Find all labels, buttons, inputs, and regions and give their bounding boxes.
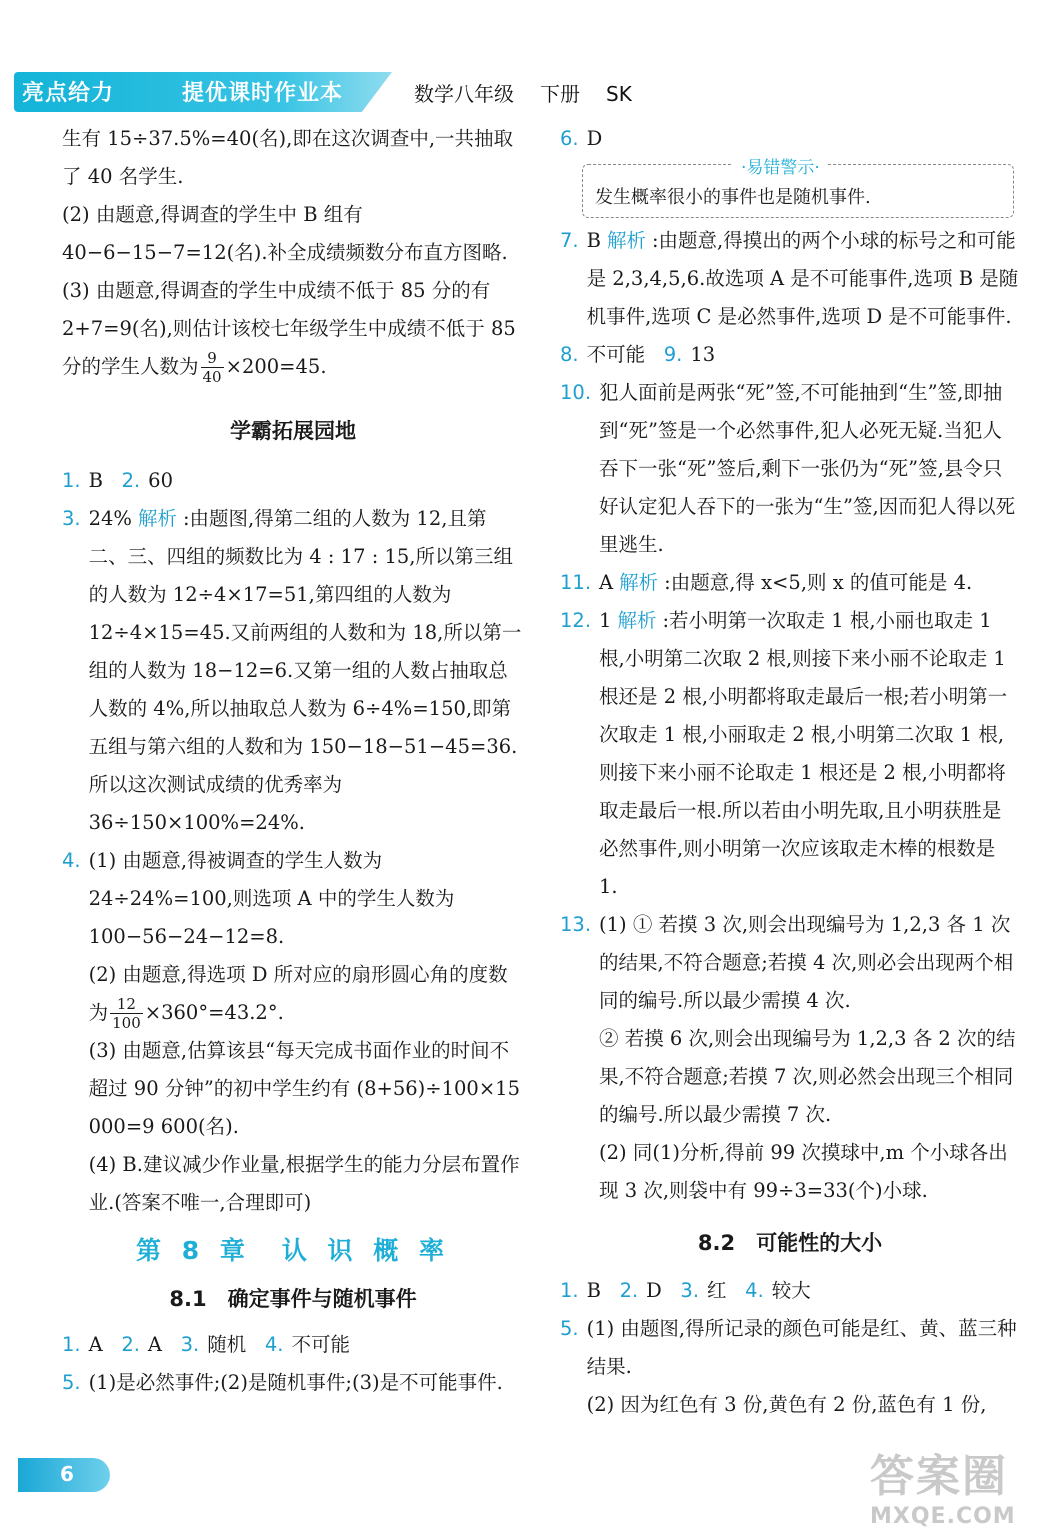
volume-label: 下册 bbox=[540, 82, 580, 106]
fraction-12-100 bbox=[110, 995, 143, 1032]
page-number: 6 bbox=[60, 1462, 74, 1486]
answer-item-8-2-5 bbox=[560, 1310, 1020, 1424]
question-number: 4. bbox=[745, 1279, 764, 1302]
page-number-tab bbox=[18, 1458, 110, 1492]
answer-part-2-text: (2) 由题意,得选项 D 所对应的扇形圆心角的度数为 bbox=[88, 963, 508, 1024]
answer-item-8-1-5 bbox=[62, 1364, 524, 1402]
question-number: 1. bbox=[62, 1333, 81, 1356]
answer-part-2 bbox=[89, 956, 524, 1032]
warning-text: 发生概率很小的事件也是随机事件. bbox=[595, 187, 871, 208]
answer: B bbox=[586, 1279, 601, 1302]
answer: 不可能 bbox=[586, 343, 646, 366]
question-number: 2. bbox=[619, 1279, 639, 1302]
analysis-text: :若小明第一次取走 1 根,小丽也取走 1 根,小明第二次取 2 根,则接下来小丽不论取走 1 根还是 2 根,小明都将取走最后一根;若小明第一次取走 1 根,小丽取走 2 根,小明第二次取 1 根,则接下来小丽不论取走 1 根还是 2 根,小明都将取走最后一根.所以若由小明先取,且小明获胜是必然事件,则小明第一次应该取走木棒的根数是 1. bbox=[599, 609, 1008, 898]
question-number: 12. bbox=[560, 609, 592, 632]
analysis-text: :由题意,得摸出的两个小球的标号之和可能是 2,3,4,5,6.故选项 A 是不可能事件,选项 B 是随机事件,选项 C 是必然事件,选项 D 是不可能事件. bbox=[586, 229, 1019, 328]
question-number: 11. bbox=[560, 571, 592, 594]
answer-item-7 bbox=[560, 222, 1020, 336]
answer: 犯人面前是两张“死”签,不可能抽到“生”签,即抽到“死”签是一个必然事件,犯人必死无疑.当犯人吞下一张“死”签后,剩下一张仍为“死”签,县令只好认定犯人吞下的一张为“生”签,因而犯人得以死里逃生. bbox=[599, 381, 1016, 556]
fraction-9-40 bbox=[201, 349, 224, 386]
subject-label: 数学八年级 bbox=[414, 82, 514, 106]
answer: 24% bbox=[88, 507, 132, 530]
fraction-denominator: 100 bbox=[112, 1014, 141, 1032]
watermark-line-1: 答案圈 bbox=[870, 1451, 1008, 1502]
question-number: 1. bbox=[560, 1279, 579, 1302]
question-number: 7. bbox=[560, 229, 579, 252]
answer-part-4: (4) B.建议减少作业量,根据学生的能力分层布置作业.(答案不唯一,合理即可) bbox=[88, 1153, 520, 1214]
answer-part-1: (1) ① 若摸 3 次,则会出现编号为 1,2,3 各 1 次的结果,不符合题意;若摸 4 次,则必会出现两个相同的编号.所以最少需摸 4 次. bbox=[599, 913, 1014, 1012]
answer: 1 bbox=[599, 609, 612, 632]
series-title: 提优课时作业本 bbox=[182, 81, 344, 106]
analysis-tag: 解析 bbox=[137, 507, 177, 530]
answer-part-2: ② 若摸 6 次,则会出现编号为 1,2,3 各 2 次的结果,不符合题意;若摸 7 次,则必然会出现三个相同的编号.所以最少需摸 7 次. bbox=[599, 1027, 1016, 1126]
continued-answer-1: 生有 15÷37.5%=40(名),即在这次调查中,一共抽取了 40 名学生. bbox=[62, 127, 514, 188]
answer: B bbox=[586, 229, 601, 252]
answer-3-text: (3) 由题意,得调查的学生中成绩不低于 85 分的有 2+7=9(名),则估计该校七年级学生中成绩不低于 85 分的学生人数为 bbox=[62, 279, 516, 378]
watermark-logo bbox=[870, 1440, 1040, 1530]
continued-answer-3 bbox=[62, 272, 524, 386]
answer: 随机 bbox=[207, 1333, 247, 1356]
answers-1-2 bbox=[62, 462, 524, 500]
analysis-text: :由题意,得 x<5,则 x 的值可能是 4. bbox=[664, 571, 973, 594]
answer: A bbox=[88, 1333, 103, 1356]
answer: D bbox=[586, 127, 603, 150]
question-number: 13. bbox=[560, 913, 592, 936]
fraction-numerator: 9 bbox=[201, 349, 224, 368]
answer-item-12 bbox=[560, 602, 1020, 906]
right-column bbox=[560, 120, 1020, 1424]
question-number: 10. bbox=[560, 381, 592, 404]
analysis-tag: 解析 bbox=[619, 571, 659, 594]
answer-item-4 bbox=[62, 842, 524, 1222]
answer-item-11 bbox=[560, 564, 1020, 602]
analysis-tag: 解析 bbox=[606, 229, 646, 252]
answer-part-3: (2) 同(1)分析,得前 99 次摸球中,m 个小球各出现 3 次,则袋中有 99÷3=33(个)小球. bbox=[599, 1141, 1008, 1202]
section-title-extension: 学霸拓展园地 bbox=[230, 419, 356, 443]
question-number: 9. bbox=[663, 343, 683, 366]
edition-label: SK bbox=[606, 82, 632, 106]
answer-part-2-end: ×360°=43.2°. bbox=[144, 1001, 284, 1024]
answer: 红 bbox=[707, 1279, 727, 1302]
mistake-warning-box bbox=[582, 158, 1014, 218]
question-number: 3. bbox=[180, 1333, 200, 1356]
answer-item-3 bbox=[62, 500, 524, 842]
answer-part-1: (1) 由题图,得所记录的颜色可能是红、黄、蓝三种结果. bbox=[586, 1317, 1017, 1378]
left-column bbox=[62, 120, 524, 1402]
question-number: 2. bbox=[121, 469, 141, 492]
analysis-text: :由题图,得第二组的人数为 12,且第二、三、四组的频数比为 4 : 17 : 15,所以第三组的人数为 12÷4×17=51,第四组的人数为 12÷4×15=45.又前两组的人数和为 18,所以第一组的人数为 18−12=6.又第一组的人数占抽取总人数的 4%,所以抽取总人数为 6÷4%=150,即第五组与第六组的人数和为 150−18−51−45=36.所以这次测试成绩的优秀率为 36÷150×100%=24%. bbox=[88, 507, 522, 834]
chapter-title: 第 8 章 认 识 概 率 bbox=[136, 1236, 450, 1265]
answers-8-9 bbox=[560, 336, 1020, 374]
answer-part-2: (2) 因为红色有 3 份,黄色有 2 份,蓝色有 1 份, bbox=[586, 1393, 987, 1416]
question-number: 6. bbox=[560, 127, 579, 150]
answers-8-1-1-4 bbox=[62, 1326, 524, 1364]
answer: 13 bbox=[690, 343, 716, 366]
answer-part-3: (3) 由题意,估算该县“每天完成书面作业的时间不超过 90 分钟”的初中学生约有 (8+56)÷100×15 000=9 600(名). bbox=[88, 1039, 520, 1138]
book-info bbox=[414, 78, 658, 107]
answer: A bbox=[147, 1333, 163, 1356]
answer: 较大 bbox=[771, 1279, 811, 1302]
answer-3-end: ×200=45. bbox=[225, 355, 327, 378]
question-number: 5. bbox=[560, 1317, 579, 1340]
section-title-8-1: 8.1 确定事件与随机事件 bbox=[169, 1287, 417, 1311]
answer: (1)是必然事件;(2)是随机事件;(3)是不可能事件. bbox=[88, 1371, 503, 1394]
watermark-line-2: MXQE.COM bbox=[870, 1504, 1016, 1529]
brand-title: 亮点给力 bbox=[22, 81, 115, 106]
answer-part-1: (1) 由题意,得被调查的学生人数为 24÷24%=100,则选项 A 中的学生人数为 100−56−24−12=8. bbox=[88, 849, 455, 948]
question-number: 2. bbox=[121, 1333, 140, 1356]
question-number: 8. bbox=[560, 343, 579, 366]
answer: 不可能 bbox=[291, 1333, 350, 1356]
answer-item-10 bbox=[560, 374, 1020, 564]
question-number: 3. bbox=[62, 507, 81, 530]
question-number: 3. bbox=[680, 1279, 700, 1302]
analysis-tag: 解析 bbox=[617, 609, 657, 632]
question-number: 5. bbox=[62, 1371, 81, 1394]
answer: 60 bbox=[148, 469, 173, 492]
fraction-denominator: 40 bbox=[202, 368, 222, 386]
continued-answer-2: (2) 由题意,得调查的学生中 B 组有 40−6−15−7=12(名).补全成绩频数分布直方图略. bbox=[62, 203, 508, 264]
warning-title: ·易错警示· bbox=[733, 149, 828, 187]
question-number: 4. bbox=[264, 1333, 284, 1356]
question-number: 4. bbox=[62, 849, 81, 872]
answers-8-2-1-4 bbox=[560, 1272, 1020, 1310]
answer: B bbox=[88, 469, 103, 492]
question-number: 1. bbox=[62, 469, 81, 492]
answer: A bbox=[599, 571, 614, 594]
answer: D bbox=[646, 1279, 662, 1302]
answer-item-13 bbox=[560, 906, 1020, 1210]
section-title-8-2: 8.2 可能性的大小 bbox=[697, 1231, 883, 1255]
fraction-numerator: 12 bbox=[110, 995, 143, 1014]
